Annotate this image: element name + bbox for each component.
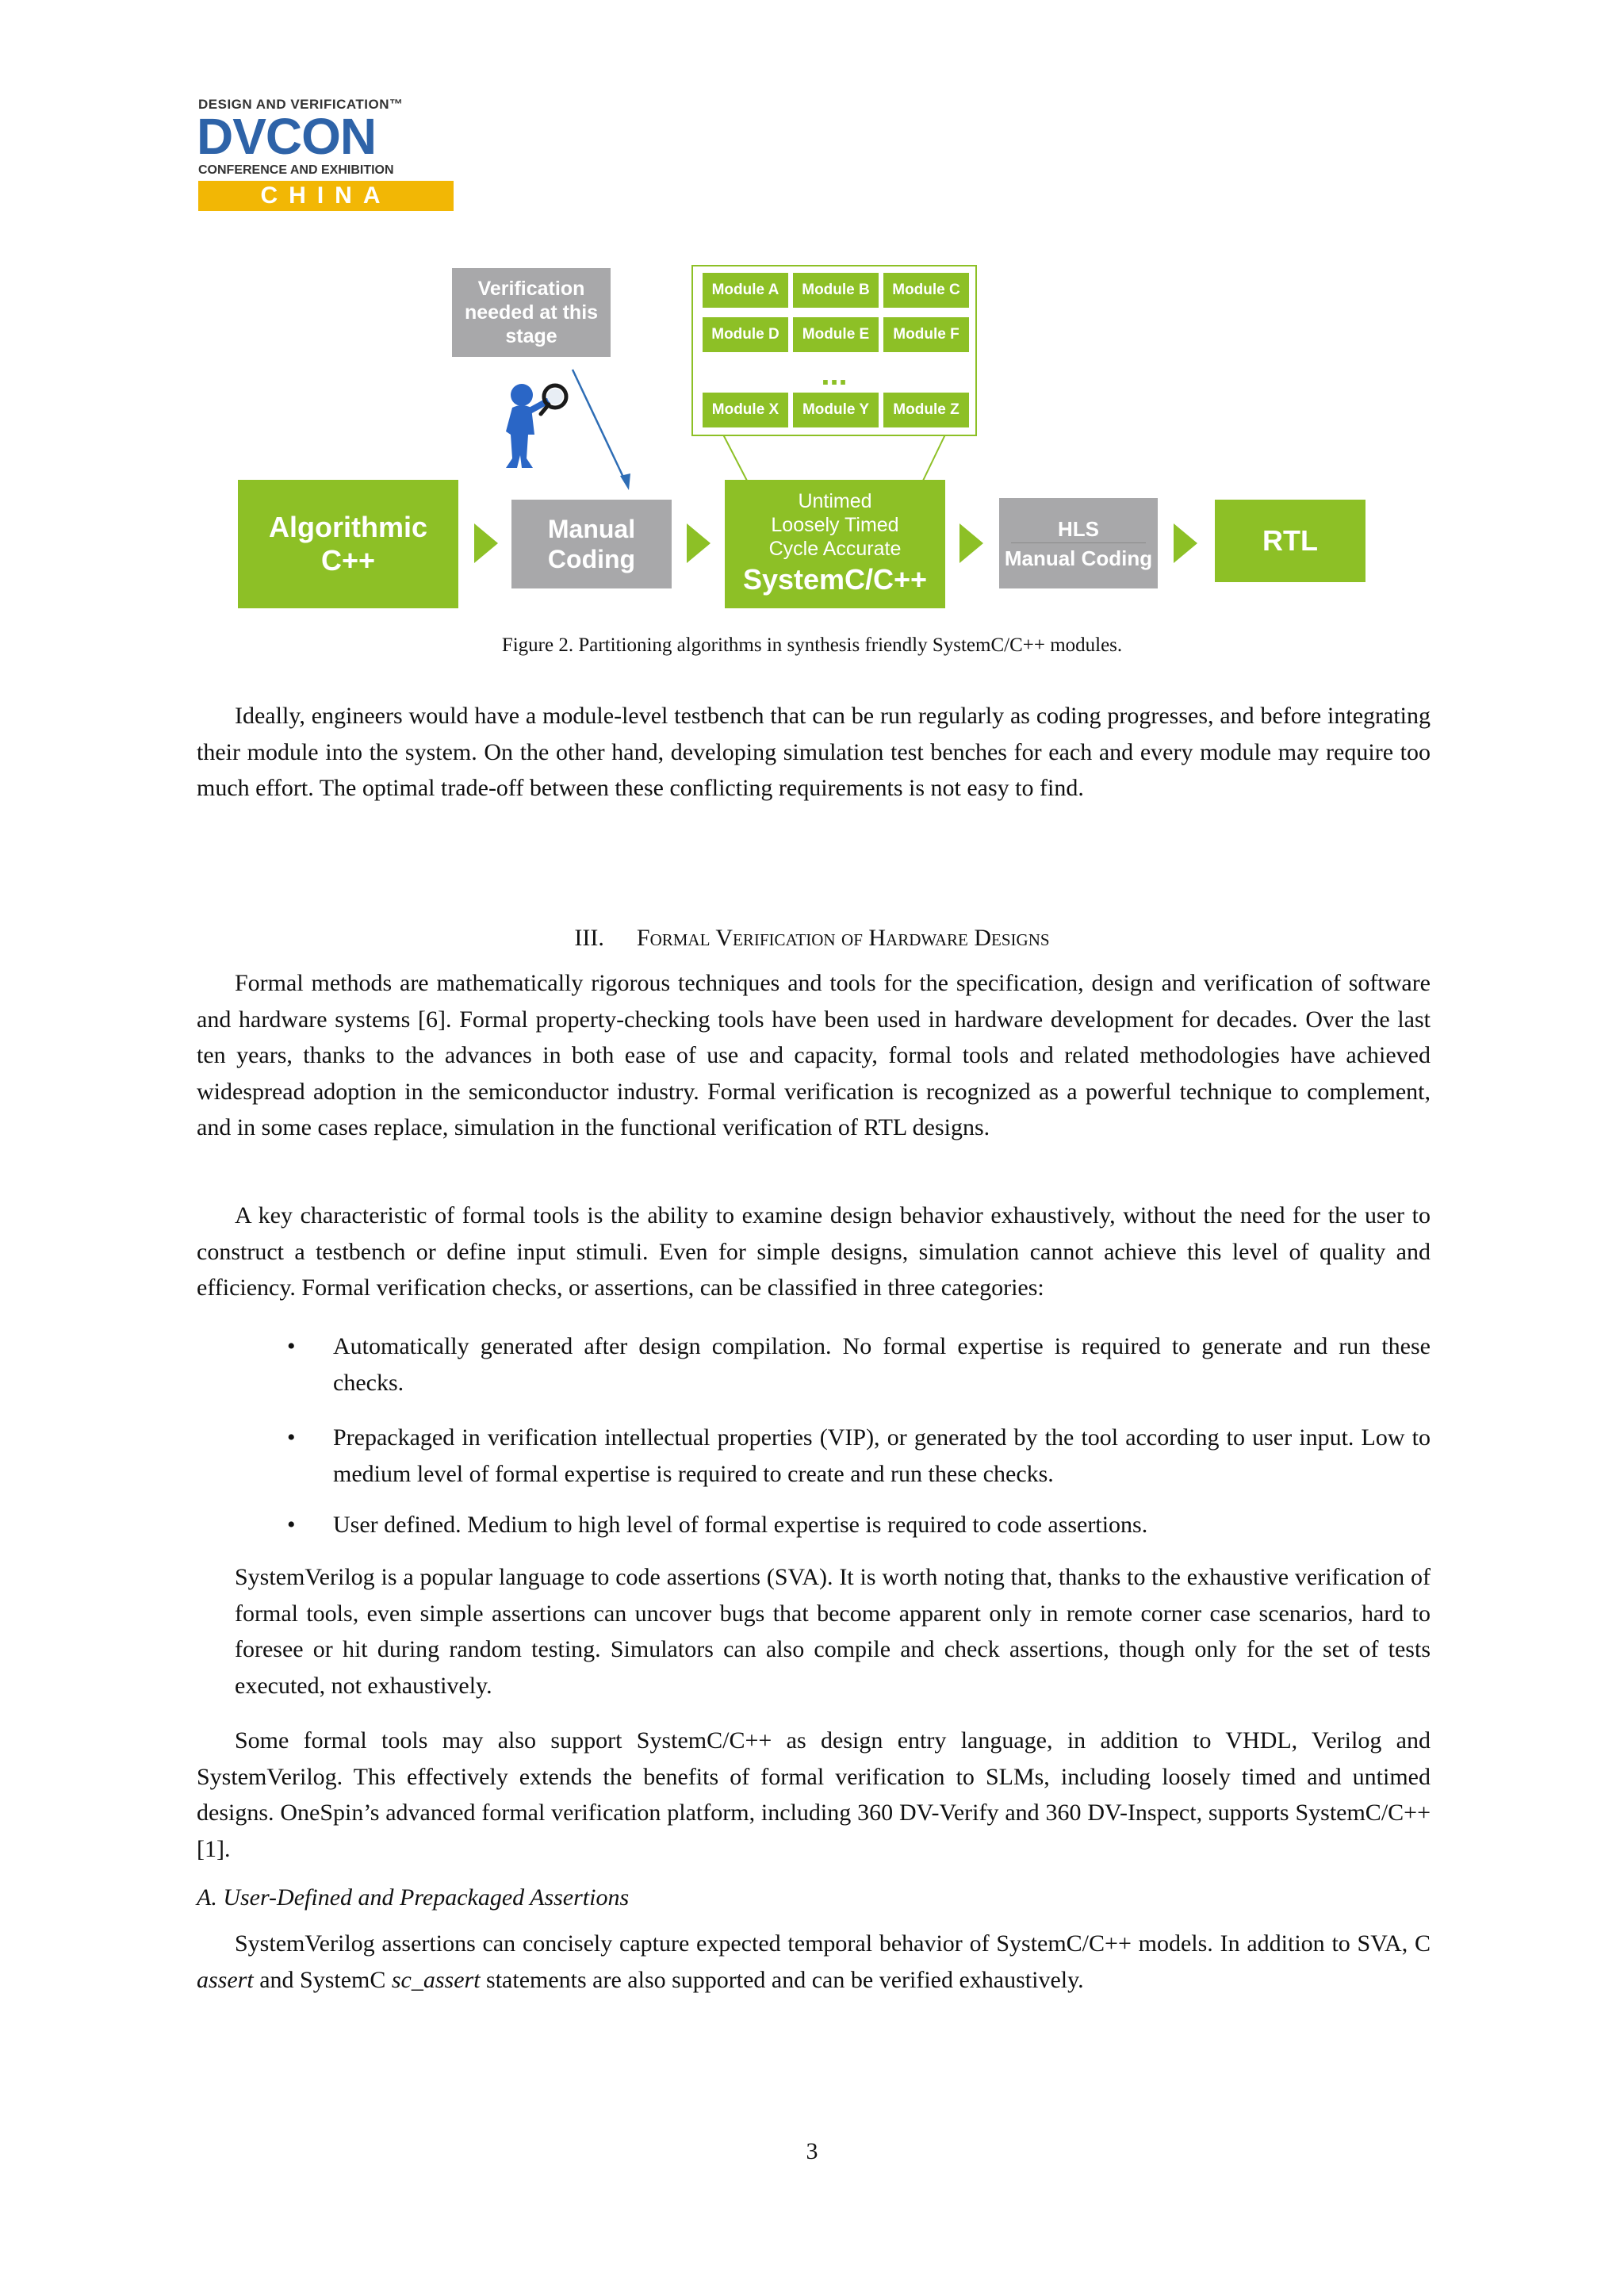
module-box: Module A: [703, 273, 788, 308]
logo-region: CHINA: [198, 181, 454, 211]
module-box: Module B: [793, 273, 879, 308]
bullet-marker: •: [287, 1512, 296, 1538]
systemc-line: Cycle Accurate: [768, 538, 902, 560]
module-panel-connector: [691, 435, 977, 482]
bullet-marker: •: [287, 1424, 296, 1451]
module-box: Module E: [793, 317, 879, 352]
figure-caption: Figure 2. Partitioning algorithms in synthesis friendly SystemC/C++ modules.: [501, 634, 1123, 656]
dvcon-china-logo: [198, 97, 464, 212]
flow-arrow-icon: [959, 523, 983, 563]
paragraph: Some formal tools may also support SystemC/C++ as design entry language, in addition to VHDL, Verilog and SystemVerilog. This effectively extends the benefits of formal verification to SLMs, including loosely timed and untimed designs. OneSpin’s advanced formal verification platform, including 360 DV-Verify and 360 DV-Inspect, supports SystemC/C++ [1].: [197, 1727, 1431, 1862]
bullet-item: User defined. Medium to high level of formal expertise is required to code assertions.: [333, 1512, 1148, 1538]
bullet-marker: •: [287, 1333, 296, 1359]
systemc-box: [725, 480, 945, 608]
bullet-item: Automatically generated after design compilation. No formal expertise is required to generate and run these checks.: [333, 1333, 1431, 1396]
hls-box: [999, 498, 1158, 588]
code-term: assert: [197, 1966, 254, 1993]
section-title: Formal Verification of Hardware Designs: [636, 925, 1050, 951]
systemc-line: Loosely Timed: [771, 514, 899, 536]
module-ellipsis: ...: [821, 357, 848, 392]
logo-sub-text: CONFERENCE AND EXHIBITION: [198, 163, 394, 177]
module-box: Module Z: [883, 393, 969, 427]
paragraph-text: and SystemC: [253, 1966, 392, 1993]
module-box: Module F: [883, 317, 969, 352]
page-number: 3: [806, 2138, 818, 2164]
code-term: sc_assert: [391, 1966, 481, 1993]
manual-coding-box: Manual Coding: [511, 500, 672, 588]
paragraph-text: statements are also supported and can be verified exhaustively.: [480, 1966, 1084, 1993]
module-box: Module Y: [793, 393, 879, 427]
module-box: Module C: [883, 273, 969, 308]
verification-arrow: [555, 357, 642, 496]
systemc-line: Untimed: [798, 490, 872, 512]
paragraph: SystemVerilog is a popular language to code assertions (SVA). It is worth noting that, thanks to the exhaustive verification of formal tools, even simple assertions can uncover bugs that become apparent only in remote corner case scenarios, hard to foresee or hit during random testing. Simulators can also compile and check assertions, though only for the set of tests executed, not exhaustively.: [235, 1564, 1431, 1699]
bullet-item: Prepackaged in verification intellectual properties (VIP), or generated by the tool according to user input. Low to medium level of formal expertise is required to create and run these checks.: [333, 1424, 1431, 1487]
paragraph: A key characteristic of formal tools is the ability to examine design behavior exhaustively, without the need for the user to construct a testbench or define input stimuli. Even for simple designs, simulation cannot achieve this level of quality and efficiency. Formal verification checks, or assertions, can be classified in three categories:: [197, 1202, 1431, 1301]
hls-divider: [1011, 542, 1146, 543]
module-box: Module X: [703, 393, 788, 427]
systemc-title: SystemC/C++: [742, 563, 928, 596]
flow-arrow-icon: [687, 523, 710, 563]
section-number: III.: [574, 925, 604, 951]
section-heading: [0, 922, 1624, 954]
paragraph: [197, 1926, 1431, 1998]
paragraph: Formal methods are mathematically rigorous techniques and tools for the specification, design and verification of software and hardware systems [6]. Formal property-checking tools have been used in hardware development for decades. Over the last ten years, thanks to the advances in both ease of use and capacity, formal tools and related methodologies have achieved widespread adoption in the semiconductor industry. Formal verification is recognized as a powerful technique to complement, and in some cases replace, simulation in the functional verification of RTL designs.: [197, 970, 1431, 1140]
subsection-heading: A. User-Defined and Prepackaged Assertions: [197, 1884, 630, 1911]
paragraph-text: SystemVerilog assertions can concisely capture expected temporal behavior of SystemC/C++ models. In addition to SVA, C: [235, 1930, 1431, 1957]
flow-arrow-icon: [1174, 523, 1197, 563]
algorithmic-cpp-box: Algorithmic C++: [238, 480, 458, 608]
module-box: Module D: [703, 317, 788, 352]
rtl-box: RTL: [1215, 500, 1365, 582]
logo-top-text: DESIGN AND VERIFICATION™: [198, 97, 404, 112]
logo-name: DVCON: [197, 108, 377, 165]
hls-label: HLS: [1058, 516, 1099, 541]
hls-manual-label: Manual Coding: [1004, 546, 1153, 570]
flow-arrow-icon: [474, 523, 498, 563]
paragraph: Ideally, engineers would have a module-level testbench that can be run regularly as coding progresses, and before integrating their module into the system. On the other hand, developing simulation test benches for each and every module may require too much effort. The optimal trade-off between these conflicting requirements is not easy to find.: [197, 703, 1431, 801]
verification-note-box: Verification needed at this stage: [452, 268, 611, 357]
